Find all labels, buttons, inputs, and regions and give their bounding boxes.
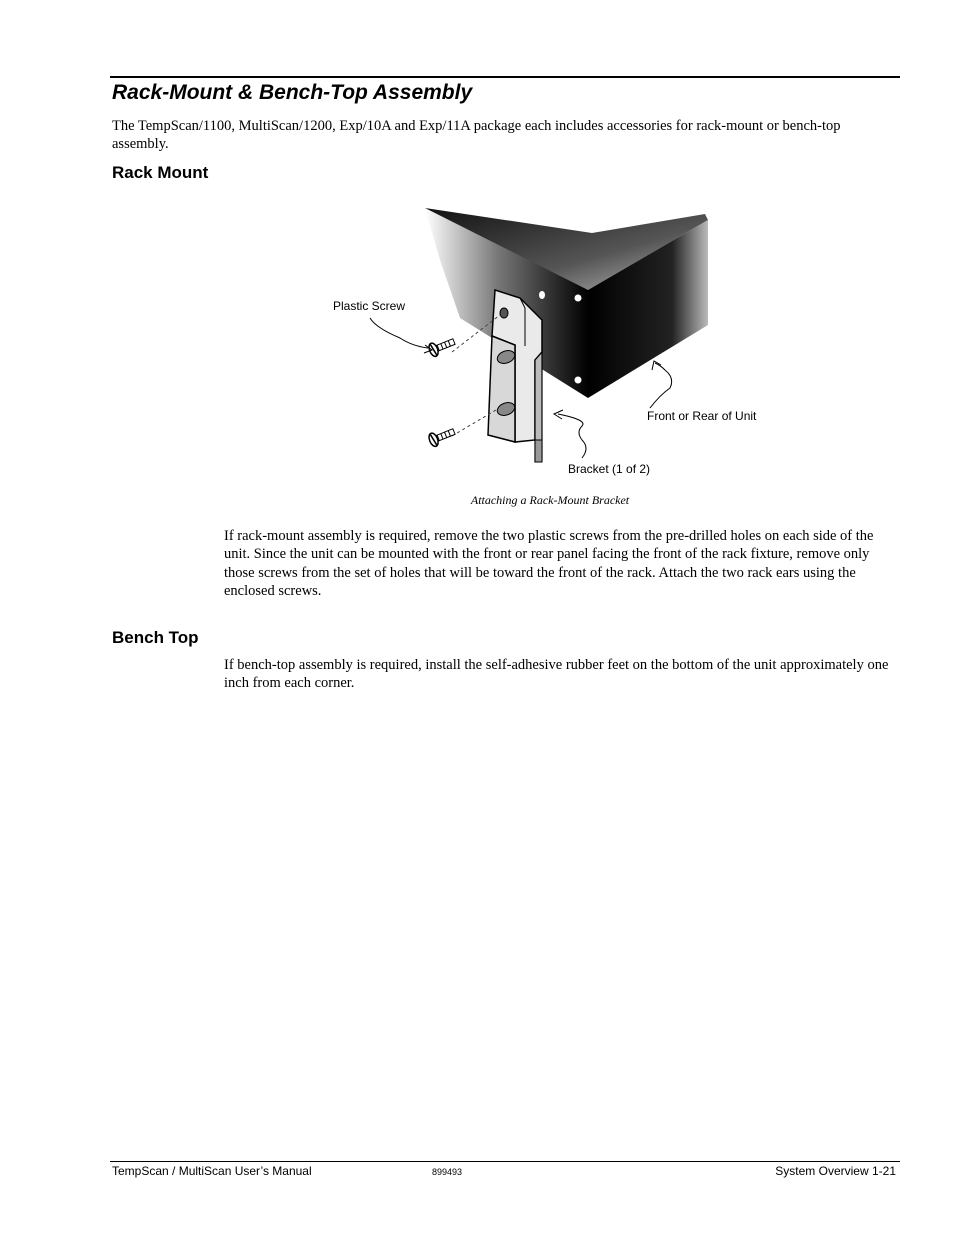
intro-paragraph: The TempScan/1100, MultiScan/1200, Exp/10A and Exp/11A package each includes accessories for rack-mount or bench-top assembly. — [112, 118, 841, 152]
label-bracket: Bracket (1 of 2) — [568, 462, 651, 476]
hole-top — [575, 295, 582, 302]
bench-top-paragraph: If bench-top assembly is required, install the self-adhesive rubber feet on the bottom of the unit approximately one inch from each corner. — [224, 657, 889, 692]
leader-screw — [370, 318, 428, 348]
section-title-rack-mount: Rack Mount — [112, 163, 209, 182]
leader-unit — [650, 363, 672, 408]
footer-doc-number: 899493 — [432, 1167, 463, 1177]
leader-bracket — [558, 414, 586, 458]
rack-mount-figure — [320, 200, 780, 490]
footer-page-number: System Overview 1-21 — [775, 1164, 896, 1178]
figure-caption: Attaching a Rack-Mount Bracket — [470, 493, 630, 507]
screw-bottom — [427, 425, 456, 448]
page-title: Rack-Mount & Bench-Top Assembly — [112, 81, 473, 104]
footer-rule — [110, 1161, 900, 1162]
label-front-rear-unit: Front or Rear of Unit — [647, 409, 757, 423]
rack-bracket-illustration — [320, 200, 780, 490]
screw-top — [427, 335, 456, 358]
bracket — [488, 290, 542, 462]
hole-side — [539, 291, 545, 299]
footer-manual-title: TempScan / MultiScan User’s Manual — [112, 1164, 312, 1178]
label-plastic-screw: Plastic Screw — [333, 299, 406, 313]
rack-mount-paragraph: If rack-mount assembly is required, remove the two plastic screws from the pre-drilled holes on each side of the unit. Since the unit can be mounted with the front or rear panel facing the front of the rack fixture, remove only those screws from the set of holes that will be toward the front of the rack. Attach the two rack ears using the enclosed screws. — [224, 528, 874, 599]
hole-bottom — [575, 377, 582, 384]
top-rule — [110, 76, 900, 78]
section-title-bench-top: Bench Top — [112, 628, 199, 647]
